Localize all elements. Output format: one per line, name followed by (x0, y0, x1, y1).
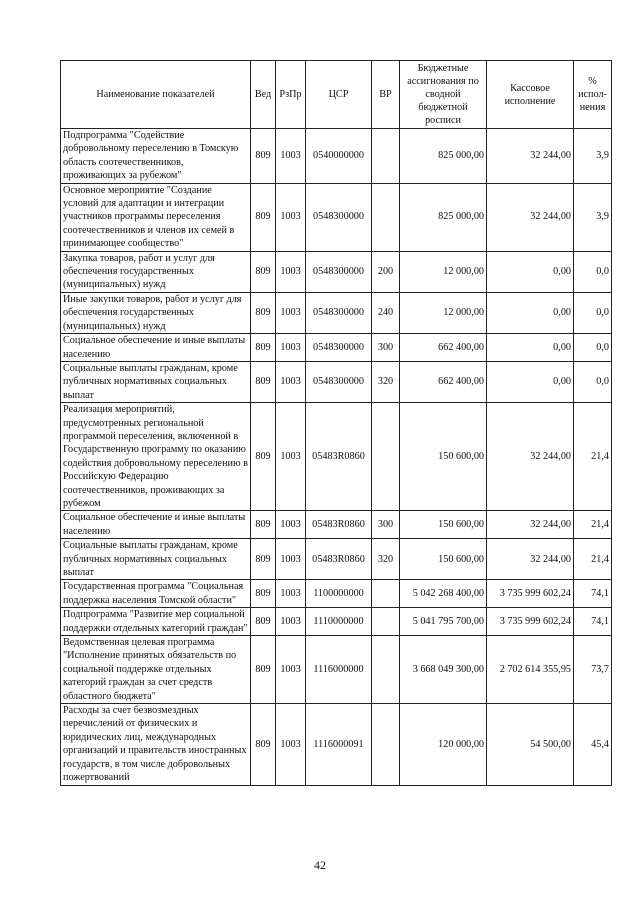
cell-budget: 150 600,00 (400, 403, 487, 511)
table-row (61, 129, 612, 184)
cell-rzpr: 1003 (276, 129, 306, 184)
cell-vr (372, 403, 400, 511)
table-row (61, 403, 612, 511)
cell-budget: 12 000,00 (400, 292, 487, 333)
cell-vr (372, 129, 400, 184)
cell-cash: 32 244,00 (487, 511, 574, 539)
cell-pct: 0,0 (574, 334, 612, 362)
cell-budget: 120 000,00 (400, 704, 487, 785)
cell-vr (372, 608, 400, 636)
cell-csr: 1116000000 (306, 636, 372, 704)
cell-name: Социальное обеспечение и иные выплаты населению (61, 334, 251, 362)
cell-cash: 32 244,00 (487, 403, 574, 511)
cell-csr: 0548300000 (306, 334, 372, 362)
cell-vr: 300 (372, 511, 400, 539)
cell-name: Расходы за счет безвозмездных перечислений от физических и юридических лиц, международных организаций и правительств иностранных государств, в том числе добровольных пожертвований (61, 704, 251, 785)
cell-pct: 0,0 (574, 292, 612, 333)
cell-vr: 300 (372, 334, 400, 362)
cell-cash: 0,00 (487, 251, 574, 292)
cell-ved: 809 (251, 361, 276, 402)
cell-vr: 320 (372, 539, 400, 580)
cell-pct: 3,9 (574, 129, 612, 184)
cell-ved: 809 (251, 580, 276, 608)
cell-vr: 200 (372, 251, 400, 292)
cell-budget: 150 600,00 (400, 539, 487, 580)
cell-name: Подпрограмма "Развитие мер социальной поддержки отдельных категорий граждан" (61, 608, 251, 636)
cell-ved: 809 (251, 608, 276, 636)
table-row (61, 334, 612, 362)
header-pct: % испол-нения (574, 61, 612, 129)
cell-budget: 3 668 049 300,00 (400, 636, 487, 704)
cell-csr: 1116000091 (306, 704, 372, 785)
cell-vr (372, 636, 400, 704)
cell-name: Ведомственная целевая программа "Исполнение принятых обязательств по социальной поддержке отдельных категорий граждан за счет средств областного бюджета" (61, 636, 251, 704)
cell-csr: 1100000000 (306, 580, 372, 608)
cell-csr: 05483R0860 (306, 539, 372, 580)
cell-csr: 05483R0860 (306, 511, 372, 539)
cell-pct: 74,1 (574, 608, 612, 636)
table-row (61, 636, 612, 704)
header-vr: ВР (372, 61, 400, 129)
cell-pct: 21,4 (574, 403, 612, 511)
cell-pct: 21,4 (574, 539, 612, 580)
cell-name: Иные закупки товаров, работ и услуг для обеспечения государственных (муниципальных) нужд (61, 292, 251, 333)
cell-rzpr: 1003 (276, 334, 306, 362)
cell-csr: 0548300000 (306, 251, 372, 292)
cell-ved: 809 (251, 704, 276, 785)
cell-name: Закупка товаров, работ и услуг для обеспечения государственных (муниципальных) нужд (61, 251, 251, 292)
cell-budget: 825 000,00 (400, 183, 487, 251)
cell-budget: 12 000,00 (400, 251, 487, 292)
header-cash: Кассовое исполнение (487, 61, 574, 129)
cell-vr (372, 183, 400, 251)
header-budget: Бюджетные ассигнования по сводной бюджетной росписи (400, 61, 487, 129)
cell-cash: 2 702 614 355,95 (487, 636, 574, 704)
cell-budget: 150 600,00 (400, 511, 487, 539)
table-row (61, 183, 612, 251)
cell-name: Основное мероприятие "Создание условий для адаптации и интеграции участников программы переселения соотечественников и членов их семей в принимающее сообщество" (61, 183, 251, 251)
cell-rzpr: 1003 (276, 580, 306, 608)
table-row (61, 608, 612, 636)
cell-ved: 809 (251, 403, 276, 511)
cell-csr: 0540000000 (306, 129, 372, 184)
cell-name: Государственная программа "Социальная поддержка населения Томской области" (61, 580, 251, 608)
cell-ved: 809 (251, 183, 276, 251)
cell-budget: 662 400,00 (400, 334, 487, 362)
cell-budget: 5 041 795 700,00 (400, 608, 487, 636)
cell-ved: 809 (251, 334, 276, 362)
cell-ved: 809 (251, 539, 276, 580)
cell-csr: 1110000000 (306, 608, 372, 636)
cell-cash: 0,00 (487, 361, 574, 402)
cell-pct: 73,7 (574, 636, 612, 704)
budget-execution-table (60, 60, 612, 786)
cell-rzpr: 1003 (276, 636, 306, 704)
cell-budget: 825 000,00 (400, 129, 487, 184)
cell-rzpr: 1003 (276, 183, 306, 251)
header-csr: ЦСР (306, 61, 372, 129)
cell-rzpr: 1003 (276, 403, 306, 511)
cell-cash: 32 244,00 (487, 129, 574, 184)
cell-cash: 0,00 (487, 292, 574, 333)
table-row (61, 704, 612, 785)
cell-vr (372, 580, 400, 608)
cell-budget: 662 400,00 (400, 361, 487, 402)
cell-name: Социальные выплаты гражданам, кроме публичных нормативных социальных выплат (61, 539, 251, 580)
cell-rzpr: 1003 (276, 251, 306, 292)
table-row (61, 511, 612, 539)
cell-ved: 809 (251, 292, 276, 333)
page-number: 42 (314, 858, 326, 872)
cell-rzpr: 1003 (276, 539, 306, 580)
table-row (61, 580, 612, 608)
cell-vr: 320 (372, 361, 400, 402)
cell-vr: 240 (372, 292, 400, 333)
cell-csr: 0548300000 (306, 183, 372, 251)
cell-cash: 3 735 999 602,24 (487, 608, 574, 636)
table-header-row (61, 61, 612, 129)
cell-vr (372, 704, 400, 785)
cell-cash: 32 244,00 (487, 539, 574, 580)
cell-name: Реализация мероприятий, предусмотренных региональной программой переселения, включенной в Государственную программу по оказанию содействия добровольному переселению в Российскую Федерацию соотечественников, проживающих за рубежом (61, 403, 251, 511)
cell-pct: 21,4 (574, 511, 612, 539)
cell-ved: 809 (251, 511, 276, 539)
cell-ved: 809 (251, 251, 276, 292)
cell-csr: 0548300000 (306, 292, 372, 333)
cell-pct: 3,9 (574, 183, 612, 251)
cell-cash: 54 500,00 (487, 704, 574, 785)
cell-cash: 0,00 (487, 334, 574, 362)
cell-cash: 3 735 999 602,24 (487, 580, 574, 608)
cell-rzpr: 1003 (276, 608, 306, 636)
table-row (61, 251, 612, 292)
cell-name: Социальные выплаты гражданам, кроме публичных нормативных социальных выплат (61, 361, 251, 402)
cell-rzpr: 1003 (276, 292, 306, 333)
cell-pct: 74,1 (574, 580, 612, 608)
cell-pct: 45,4 (574, 704, 612, 785)
cell-csr: 0548300000 (306, 361, 372, 402)
cell-name: Социальное обеспечение и иные выплаты населению (61, 511, 251, 539)
cell-budget: 5 042 268 400,00 (400, 580, 487, 608)
cell-rzpr: 1003 (276, 704, 306, 785)
cell-ved: 809 (251, 636, 276, 704)
cell-pct: 0,0 (574, 251, 612, 292)
cell-csr: 05483R0860 (306, 403, 372, 511)
header-rzpr: РзПр (276, 61, 306, 129)
table-row (61, 539, 612, 580)
cell-rzpr: 1003 (276, 511, 306, 539)
header-name: Наименование показателей (61, 61, 251, 129)
cell-ved: 809 (251, 129, 276, 184)
table-row (61, 292, 612, 333)
cell-pct: 0,0 (574, 361, 612, 402)
table-row (61, 361, 612, 402)
cell-rzpr: 1003 (276, 361, 306, 402)
header-ved: Вед (251, 61, 276, 129)
cell-cash: 32 244,00 (487, 183, 574, 251)
cell-name: Подпрограмма "Содействие добровольному переселению в Томскую область соотечественников, проживающих за рубежом" (61, 129, 251, 184)
